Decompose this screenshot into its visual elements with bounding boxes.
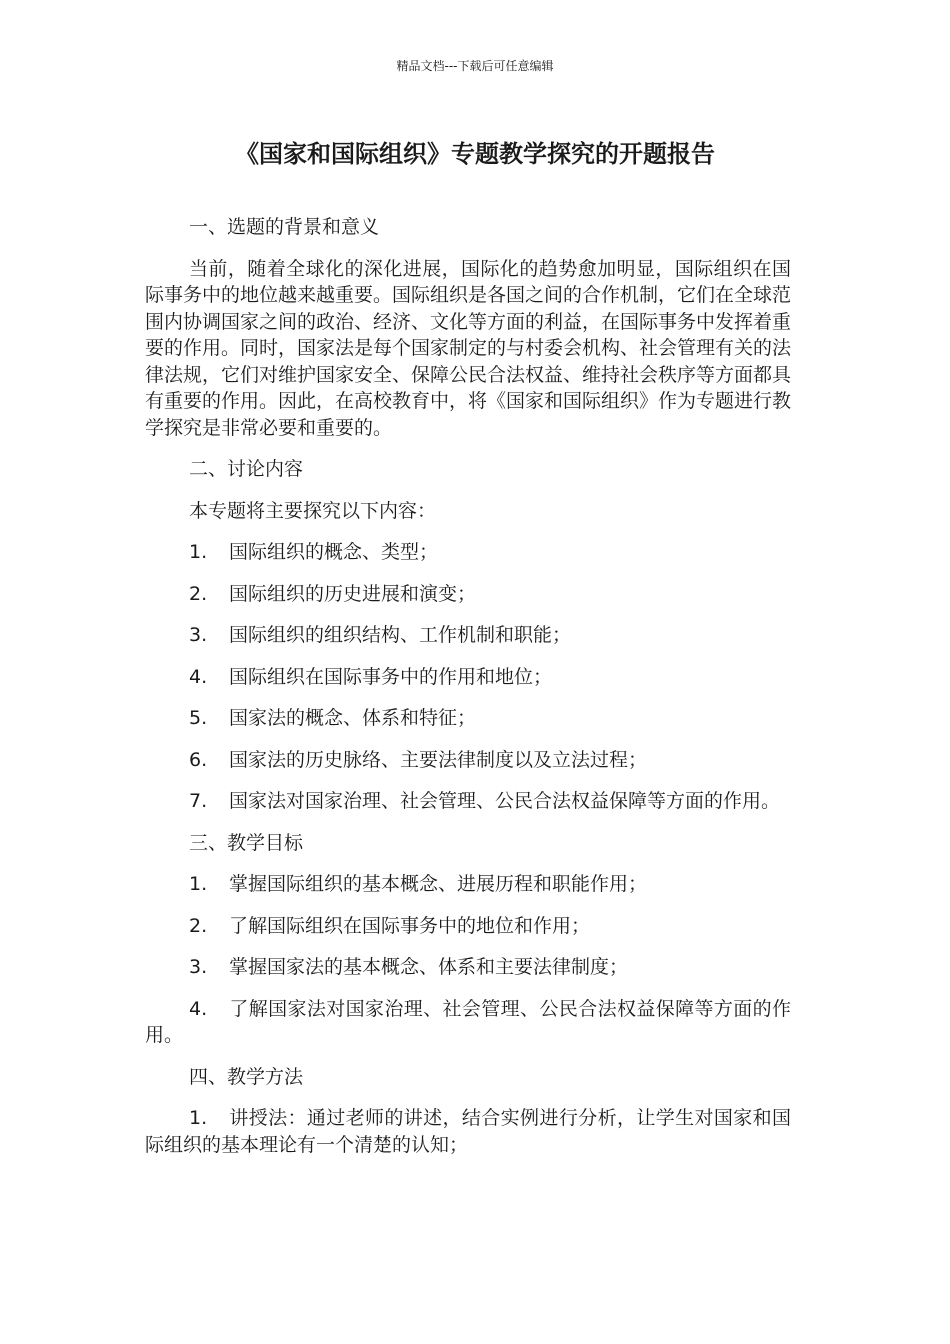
list-item-number: 1. xyxy=(189,873,208,895)
list-item-text: 国际组织的历史进展和演变； xyxy=(229,582,477,605)
background-paragraph: 当前，随着全球化的深化进展，国际化的趋势愈加明显，国际组织在国际事务中的地位越来越重要。国际组织是各国之间的合作机制，它们在全球范围内协调国家之间的政治、经济、文化等方面的利益，在国际事务中发挥着重要的作用。同时，国家法是每个国家制定的与村委会机构、社会管理有关的法律法规，它们对维护国家安全、保障公民合法权益、维持社会秩序等方面都具有重要的作用。因此，在高校教育中，将《国家和国际组织》作为专题进行教学探究是非常必要和重要的。 xyxy=(145,257,792,439)
list-item-text: 国家法的概念、体系和特征； xyxy=(229,707,477,729)
list-item-text: 国家法的历史脉络、主要法律制度以及立法过程； xyxy=(229,748,648,771)
list-item-text: 了解国际组织在国际事务中的地位和作用； xyxy=(229,914,591,937)
list-item-number: 5. xyxy=(189,707,208,729)
list-item xyxy=(145,539,791,566)
list-item-text: 国际组织在国际事务中的作用和地位； xyxy=(229,665,553,688)
list-item-text: 讲授法：通过老师的讲述，结合实例进行分析，让学生对国家和国际组织的基本理论有一个清楚的认知； xyxy=(145,1107,791,1156)
list-item xyxy=(145,747,791,774)
section-heading-background: 一、选题的背景和意义 xyxy=(189,216,380,238)
list-item-text: 国家法对国家治理、社会管理、公民合法权益保障等方面的作用。 xyxy=(229,790,781,812)
list-item-number: 7. xyxy=(189,790,208,812)
page-header: 精品文档---下载后可任意编辑 xyxy=(396,59,554,73)
list-item xyxy=(145,622,791,649)
list-item-number: 2. xyxy=(189,914,208,937)
list-item-number: 2. xyxy=(189,582,208,605)
list-item xyxy=(145,581,791,608)
document-title: 《国家和国际组织》专题教学探究的开题报告 xyxy=(235,140,715,168)
list-item xyxy=(145,913,791,940)
list-item xyxy=(145,1105,791,1158)
list-item-number: 1. xyxy=(189,541,208,563)
section-heading-objectives: 三、教学目标 xyxy=(189,831,304,854)
section-heading-discussion: 二、讨论内容 xyxy=(189,458,304,480)
list-item-number: 6. xyxy=(189,748,208,771)
list-item xyxy=(145,705,791,732)
list-item-text: 国际组织的概念、类型； xyxy=(229,541,439,563)
list-item xyxy=(145,788,791,815)
list-item xyxy=(145,664,791,691)
discussion-intro: 本专题将主要探究以下内容： xyxy=(189,499,437,522)
list-item-number: 4. xyxy=(189,997,208,1020)
section-heading-methods: 四、教学方法 xyxy=(189,1065,304,1088)
list-item xyxy=(145,954,791,981)
list-item xyxy=(145,871,791,898)
list-item-text: 了解国家法对国家治理、社会管理、公民合法权益保障等方面的作用。 xyxy=(145,997,791,1046)
list-item-text: 掌握国际组织的基本概念、进展历程和职能作用； xyxy=(229,873,648,895)
list-item-number: 4. xyxy=(189,665,208,688)
list-item-number: 1. xyxy=(189,1107,208,1129)
document-body xyxy=(145,214,791,1173)
list-item xyxy=(145,996,791,1049)
list-item-number: 3. xyxy=(189,956,208,978)
list-item-number: 3. xyxy=(189,624,208,646)
list-item-text: 掌握国家法的基本概念、体系和主要法律制度； xyxy=(229,956,629,978)
list-item-text: 国际组织的组织结构、工作机制和职能； xyxy=(229,624,572,646)
